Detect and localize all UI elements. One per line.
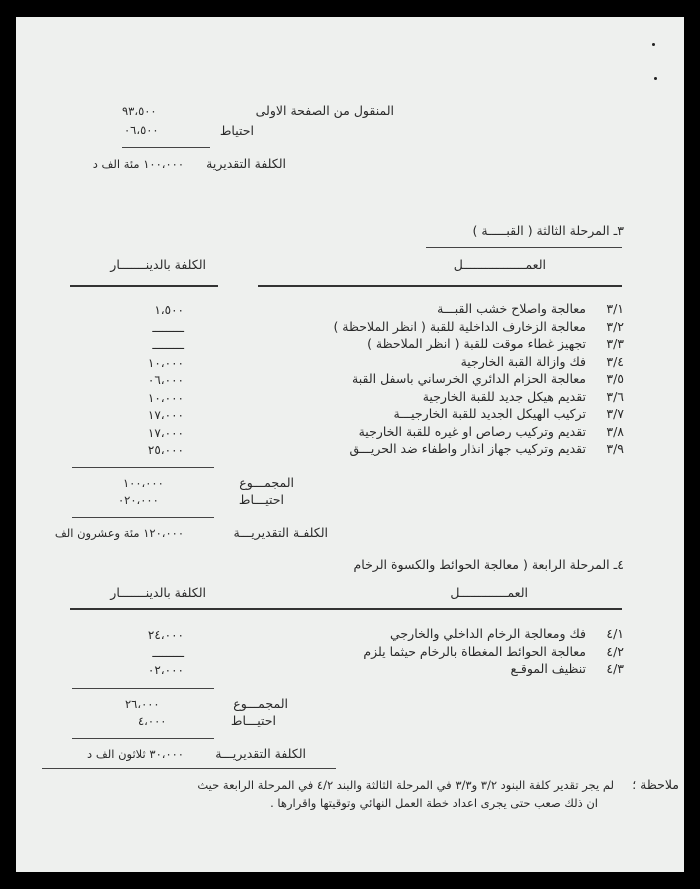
phase4-reserve-label: احتيـــاط [230,713,276,728]
carried-estimated-label: الكلفة التقديرية [206,156,286,171]
phase4-total-label: المجمـــوع [233,696,288,711]
phase3-item-description: معالجة الحزام الدائري الخرساني باسفل القبة [352,371,586,386]
phase3-item-description: تركيب الهيكل الجديد للقبة الخارجيـــة [393,406,586,421]
carried-reserve-label: احتياط [219,123,254,138]
phase4-final-rule [42,768,336,769]
carried-sum-rule [122,147,210,148]
phase3-item-number: ٣/٤ [606,353,624,369]
phase3-item-number: ٣/٢ [606,318,624,334]
phase3-item-cost: ١٧،٠٠٠ [147,408,184,422]
phase4-items-rule [72,688,214,689]
phase4-col-work: العمـــــــــــــل [450,585,528,600]
phase4-item-number: ٤/١ [606,626,624,641]
phase3-title-underline [426,247,622,248]
phase3-header-rule-cost [70,285,218,287]
phase3-item-cost: ١٠،٠٠٠ [147,390,184,405]
phase3-item-description: تجهيز غطاء موقت للقبة ( انظر الملاحظة ) [367,336,586,351]
phase3-item-cost: ٢٥،٠٠٠ [147,443,184,457]
phase3-item-description: معالجة الزخارف الداخلية للقبة ( انظر الملاحظة ) [333,318,586,334]
phase3-item-number: ٣/٥ [606,371,624,386]
carried-reserve-value: ٠٦،٥٠٠ [124,123,159,137]
phase3-title: ٣ـ المرحلة الثالثة ( القبـــــة ) [472,223,624,238]
phase3-item-cost: ١،٥٠٠ [154,303,184,317]
phase4-item-description: تنظيف الموقـع [510,661,586,676]
speck-mark [652,43,655,46]
phase4-total-value: ٢٦،٠٠٠ [125,697,160,711]
phase4-item-number: ٤/٢ [606,643,624,659]
phase3-item-number: ٣/٦ [606,388,624,404]
phase3-item-cost: ـــــــــ [152,320,184,335]
note-label: ملاحظة ؛ [632,777,679,792]
phase3-item-description: معالجة واصلاح خشب القبـــة [437,301,586,316]
phase4-item-cost: ـــــــــ [152,645,184,660]
speck-mark [654,77,657,80]
phase3-item-number: ٣/٩ [606,441,624,456]
phase3-item-cost: ١٠،٠٠٠ [147,355,184,370]
carried-label: المنقول من الصفحة الاولى [255,103,394,118]
phase3-reserve-label: احتيـــاط [238,492,284,507]
phase3-estimated-value: ١٢٠،٠٠٠ مئة وعشرون الف [54,526,184,540]
phase3-item-number: ٣/٣ [606,336,624,351]
phase4-item-description: فك ومعالجة الرخام الداخلي والخارجي [390,626,586,641]
phase4-item-description: معالجة الحوائط المغطاة بالرخام حيثما يلزم [363,643,586,659]
phase4-item-cost: ٢٤،٠٠٠ [147,628,184,642]
phase4-estimated-value: ٣٠،٠٠٠ ثلاثون الف د [87,747,184,761]
phase3-item-cost: ١٧،٠٠٠ [147,425,184,440]
phase3-item-description: فك وازالة القبة الخارجية [460,353,586,369]
phase3-total-label: المجمـــوع [239,475,294,490]
carried-value: ٩٣،٥٠٠ [122,104,157,118]
phase3-item-description: تقديم وتركيب رصاص او غيره للقبة الخارجية [358,423,586,439]
phase3-item-number: ٣/١ [606,301,624,316]
phase4-sum-rule [72,738,214,739]
document-page [16,17,684,872]
phase4-reserve-value: ٤،٠٠٠ [138,714,167,728]
phase3-col-work: العمـــــــــــــــــل [453,257,546,272]
phase4-title: ٤ـ المرحلة الرابعة ( معالجة الحوائط والكسوة الرخام [353,557,624,572]
phase3-estimated-label: الكلفـة التقديريـــة [233,525,328,540]
note-line-2: ان ذلك صعب حتى يجرى اعداد خطة العمل النهائي وتوقيتها واقرارها . [270,796,598,810]
phase3-item-cost: ٠٦،٠٠٠ [147,373,184,387]
note-line-1: لم يجر تقدير كلفة البنود ٣/٢ و٣/٣ في المرحلة الثالثة والبند ٤/٢ في المرحلة الرابعة حيث [197,778,614,792]
phase3-item-description: تقديم وتركيب جهاز انذار واطفاء ضد الحريـــق [349,441,586,456]
phase4-item-number: ٤/٣ [606,661,624,676]
phase3-total-value: ١٠٠،٠٠٠ [123,476,164,490]
phase4-col-cost: الكلفة بالدينـــــــار [110,585,206,600]
phase3-col-cost: الكلفة بالدينـــــــار [110,257,206,272]
phase4-header-rule [70,608,622,610]
phase3-reserve-value: ٠٢٠،٠٠٠ [118,493,159,507]
phase3-header-rule-work [258,285,622,287]
phase3-item-cost: ـــــــــ [152,338,184,352]
phase3-item-description: تقديم هيكل جديد للقبة الخارجية [422,388,586,404]
phase3-item-number: ٣/٧ [606,406,624,421]
phase4-estimated-label: الكلفة التقديريـــة [215,746,306,761]
phase3-sum-rule [72,517,214,518]
phase4-item-cost: ٠٢،٠٠٠ [147,663,184,677]
carried-estimated-value: ١٠٠،٠٠٠ مئة الف د [92,157,184,171]
phase3-items-rule [72,467,214,468]
phase3-item-number: ٣/٨ [606,423,624,439]
